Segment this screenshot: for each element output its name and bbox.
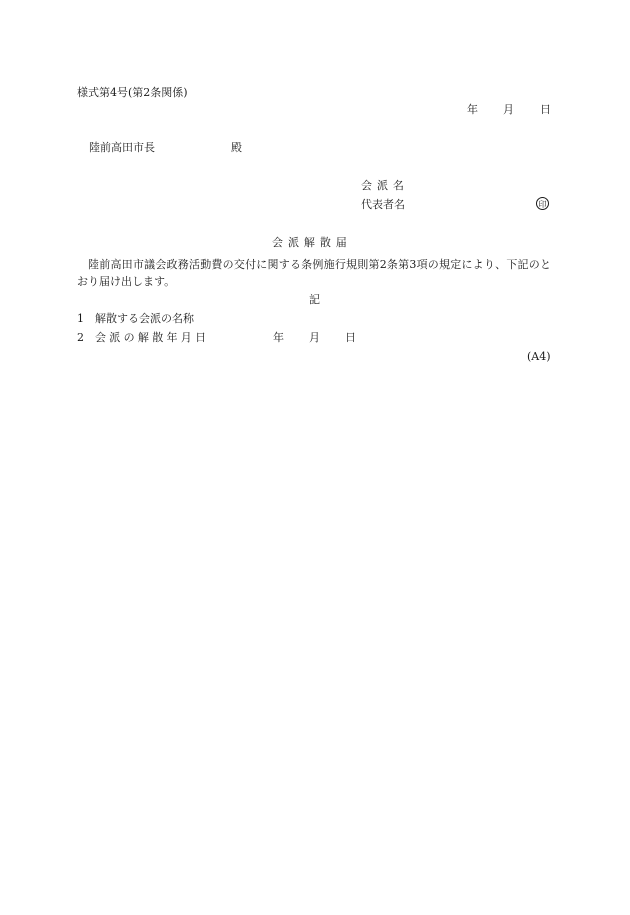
document-title: 会派解散届 xyxy=(272,236,352,249)
item-2-day-label: 日 xyxy=(345,331,356,344)
item-2-label: 会派の解散年月日 xyxy=(95,331,210,344)
addressee-name: 陸前高田市長 xyxy=(89,141,155,154)
faction-name-label: 会派名 xyxy=(361,179,409,192)
item-1-label: 解散する会派の名称 xyxy=(95,312,194,325)
date-year-label: 年 xyxy=(467,103,478,116)
paper-size-note: (A4) xyxy=(527,350,551,363)
seal-mark: 印 xyxy=(536,197,549,210)
item-2-year-label: 年 xyxy=(273,331,284,344)
item-2-number: 2 xyxy=(77,331,84,344)
body-paragraph: 陸前高田市議会政務活動費の交付に関する条例施行規則第2条第3項の規定により、下記のとおり届け出します。 xyxy=(77,258,551,288)
date-month-label: 月 xyxy=(503,103,514,116)
item-1-number: 1 xyxy=(77,312,84,325)
ki-label: 記 xyxy=(309,293,320,306)
form-number: 様式第4号(第2条関係) xyxy=(77,86,188,99)
date-day-label: 日 xyxy=(540,103,551,116)
representative-name-label: 代表者名 xyxy=(361,198,405,211)
item-2-month-label: 月 xyxy=(309,331,320,344)
addressee-honorific: 殿 xyxy=(231,141,242,154)
